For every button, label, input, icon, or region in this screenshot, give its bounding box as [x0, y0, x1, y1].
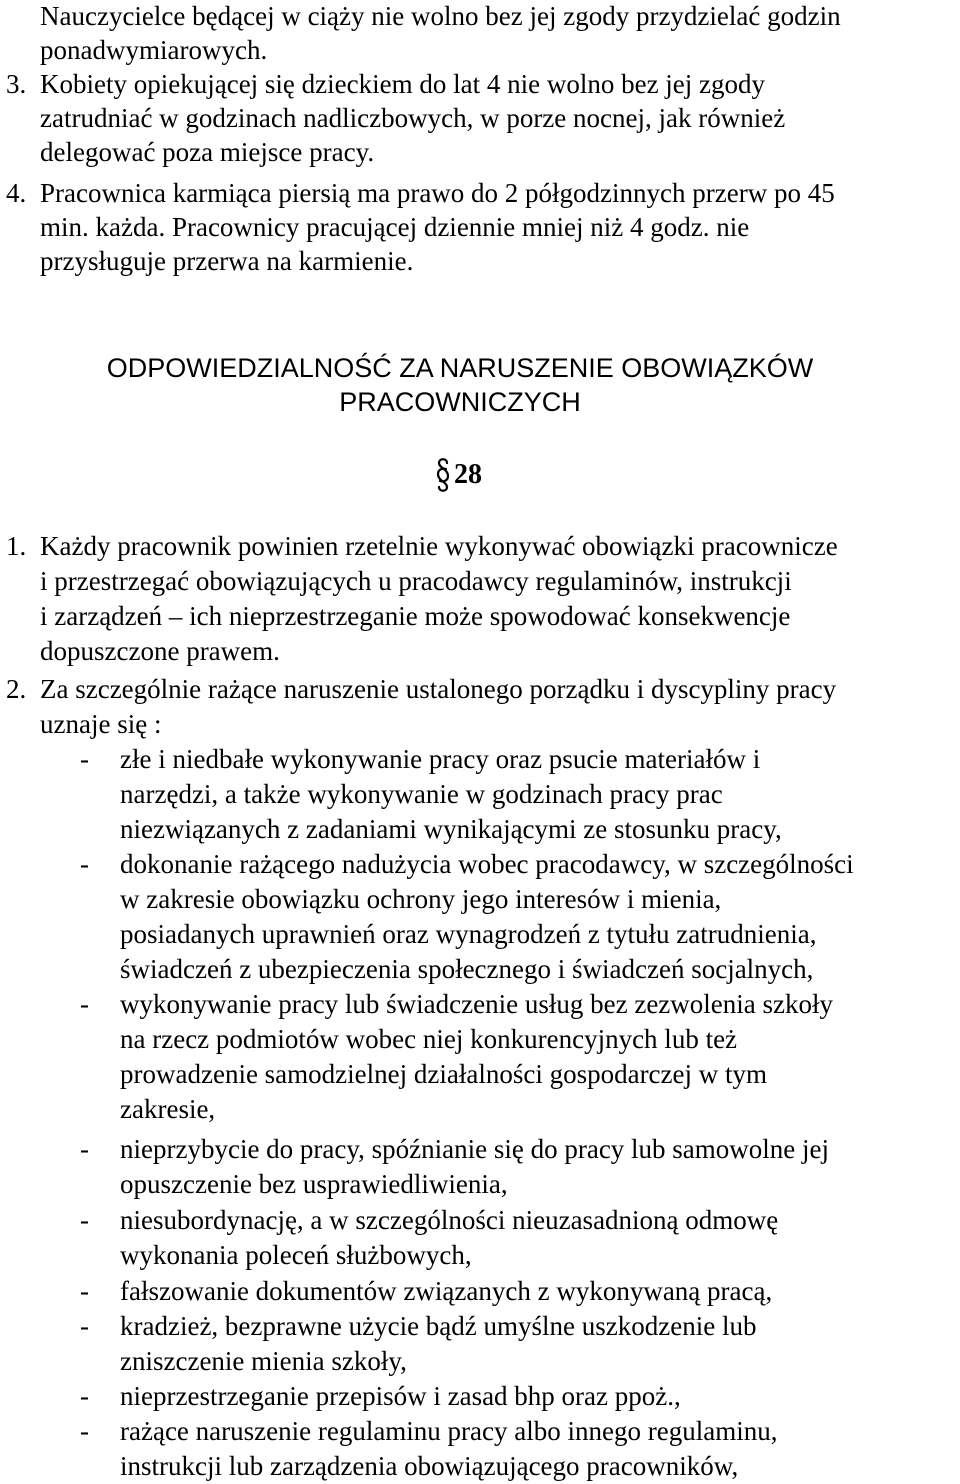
bullet-line: nieprzybycie do pracy, spóźnianie się do pracy lub samowolne jej — [120, 1134, 830, 1164]
item-4-line: Pracownica karmiąca piersią ma prawo do 2 półgodzinnych przerw po 45 — [40, 178, 835, 208]
bullet-line: narzędzi, a także wykonywanie w godzinach pracy prac — [120, 779, 723, 809]
bullet-line: świadczeń z ubezpieczenia społecznego i świadczeń socjalnych, — [120, 954, 814, 984]
item-3-line: Kobiety opiekującej się dzieckiem do lat 4 nie wolno bez jej zgody — [40, 69, 766, 99]
section-sign-icon — [434, 455, 452, 495]
point-1-line: dopuszczone prawem. — [40, 636, 280, 666]
point-number-1: 1. — [6, 531, 27, 561]
bullet-line: rażące naruszenie regulaminu pracy albo innego regulaminu, — [120, 1416, 778, 1446]
bullet-line: dokonanie rażącego nadużycia wobec pracodawcy, w szczególności — [120, 849, 854, 879]
bullet-line: wykonania poleceń służbowych, — [120, 1240, 472, 1270]
section-heading-line-2: PRACOWNICZYCH — [339, 387, 581, 417]
bullet-line: nieprzestrzeganie przepisów i zasad bhp oraz ppoż., — [120, 1381, 681, 1411]
bullet-dash: - — [80, 744, 89, 774]
item-number-3: 3. — [6, 69, 27, 99]
point-1-line: Każdy pracownik powinien rzetelnie wykonywać obowiązki pracownicze — [40, 531, 838, 561]
paragraph-line: Nauczycielce będącej w ciąży nie wolno bez jej zgody przydzielać godzin — [40, 1, 841, 31]
bullet-line: zniszczenie mienia szkoły, — [120, 1346, 407, 1376]
bullet-dash: - — [80, 989, 89, 1019]
bullet-dash: - — [80, 849, 89, 879]
bullet-dash: - — [80, 1416, 89, 1446]
bullet-line: niesubordynację, a w szczególności nieuzasadnioną odmowę — [120, 1205, 779, 1235]
point-2-line: Za szczególnie rażące naruszenie ustalonego porządku i dyscypliny pracy — [40, 674, 837, 704]
point-1-line: i przestrzegać obowiązujących u pracodawcy regulaminów, instrukcji — [40, 566, 792, 596]
bullet-dash: - — [80, 1381, 89, 1411]
bullet-dash: - — [80, 1134, 89, 1164]
bullet-line: posiadanych uprawnień oraz wynagrodzeń z tytułu zatrudnienia, — [120, 919, 817, 949]
bullet-dash: - — [80, 1311, 89, 1341]
bullet-dash: - — [80, 1276, 89, 1306]
section-heading-line-1: ODPOWIEDZIALNOŚĆ ZA NARUSZENIE OBOWIĄZKÓW — [106, 353, 814, 383]
item-4-line: przysługuje przerwa na karmienie. — [40, 246, 414, 276]
bullet-line: prowadzenie samodzielnej działalności gospodarczej w tym — [120, 1059, 768, 1089]
bullet-line: niezwiązanych z zadaniami wynikającymi ze stosunku pracy, — [120, 814, 782, 844]
bullet-dash: - — [80, 1205, 89, 1235]
bullet-line: na rzecz podmiotów wobec niej konkurencyjnych lub też — [120, 1024, 738, 1054]
point-2-line: uznaje się : — [40, 709, 162, 739]
section-number — [434, 455, 482, 495]
paragraph-line: ponadwymiarowych. — [40, 35, 268, 65]
section-number-value: 28 — [454, 459, 482, 490]
bullet-line: w zakresie obowiązku ochrony jego interesów i mienia, — [120, 884, 722, 914]
bullet-line: opuszczenie bez usprawiedliwienia, — [120, 1169, 508, 1199]
bullet-line: wykonywanie pracy lub świadczenie usług bez zezwolenia szkoły — [120, 989, 833, 1019]
bullet-line: kradzież, bezprawne użycie bądź umyślne uszkodzenie lub — [120, 1311, 757, 1341]
item-4-line: min. każda. Pracownicy pracującej dziennie mniej niż 4 godz. nie — [40, 212, 750, 242]
point-number-2: 2. — [6, 674, 27, 704]
bullet-line: zakresie, — [120, 1094, 216, 1124]
item-3-line: delegować poza miejsce pracy. — [40, 137, 375, 167]
item-3-line: zatrudniać w godzinach nadliczbowych, w porze nocnej, jak również — [40, 103, 786, 133]
bullet-line: instrukcji lub zarządzenia obowiązującego pracowników, — [120, 1451, 739, 1481]
bullet-line: złe i niedbałe wykonywanie pracy oraz psucie materiałów i — [120, 744, 761, 774]
bullet-line: fałszowanie dokumentów związanych z wykonywaną pracą, — [120, 1276, 773, 1306]
point-1-line: i zarządzeń – ich nieprzestrzeganie może spowodować konsekwencje — [40, 601, 791, 631]
item-number-4: 4. — [6, 178, 27, 208]
